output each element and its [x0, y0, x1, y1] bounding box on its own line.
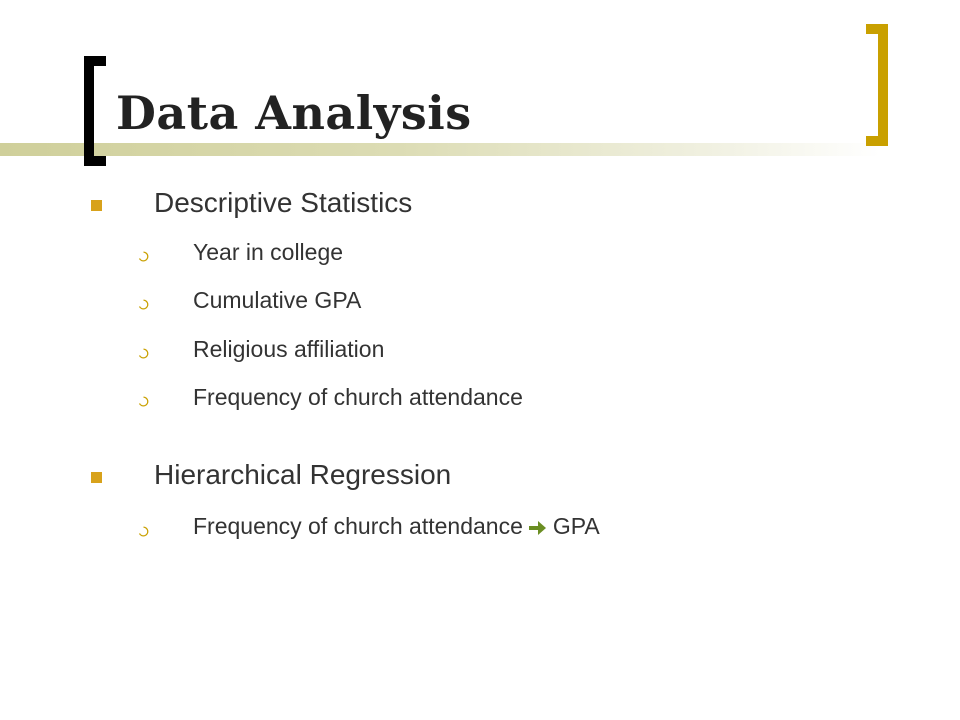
list-item-religious-affiliation: Religious affiliation	[193, 336, 385, 362]
slide-title: Data Analysis	[116, 86, 472, 140]
circle-bullet-icon	[138, 526, 149, 537]
relation-to-text: GPA	[552, 513, 600, 539]
circle-bullet-icon	[138, 348, 149, 359]
section-heading-regression: Hierarchical Regression	[154, 459, 452, 490]
right-arrow-icon	[529, 520, 547, 536]
square-bullet-icon	[91, 472, 102, 483]
circle-bullet-icon	[138, 299, 149, 310]
list-item-church-attendance: Frequency of church attendance	[193, 384, 523, 410]
section-heading-descriptive: Descriptive Statistics	[154, 187, 413, 218]
list-item-regression-relation	[193, 511, 600, 541]
square-bullet-icon	[91, 200, 102, 211]
list-item-year-in-college: Year in college	[193, 239, 344, 265]
title-underline-bar	[0, 143, 880, 156]
list-item-cumulative-gpa: Cumulative GPA	[193, 287, 362, 313]
circle-bullet-icon	[138, 251, 149, 262]
circle-bullet-icon	[138, 396, 149, 407]
right-bracket-decoration	[866, 24, 888, 146]
left-bracket-decoration	[84, 56, 106, 166]
relation-from-text: Frequency of church attendance	[193, 513, 523, 539]
